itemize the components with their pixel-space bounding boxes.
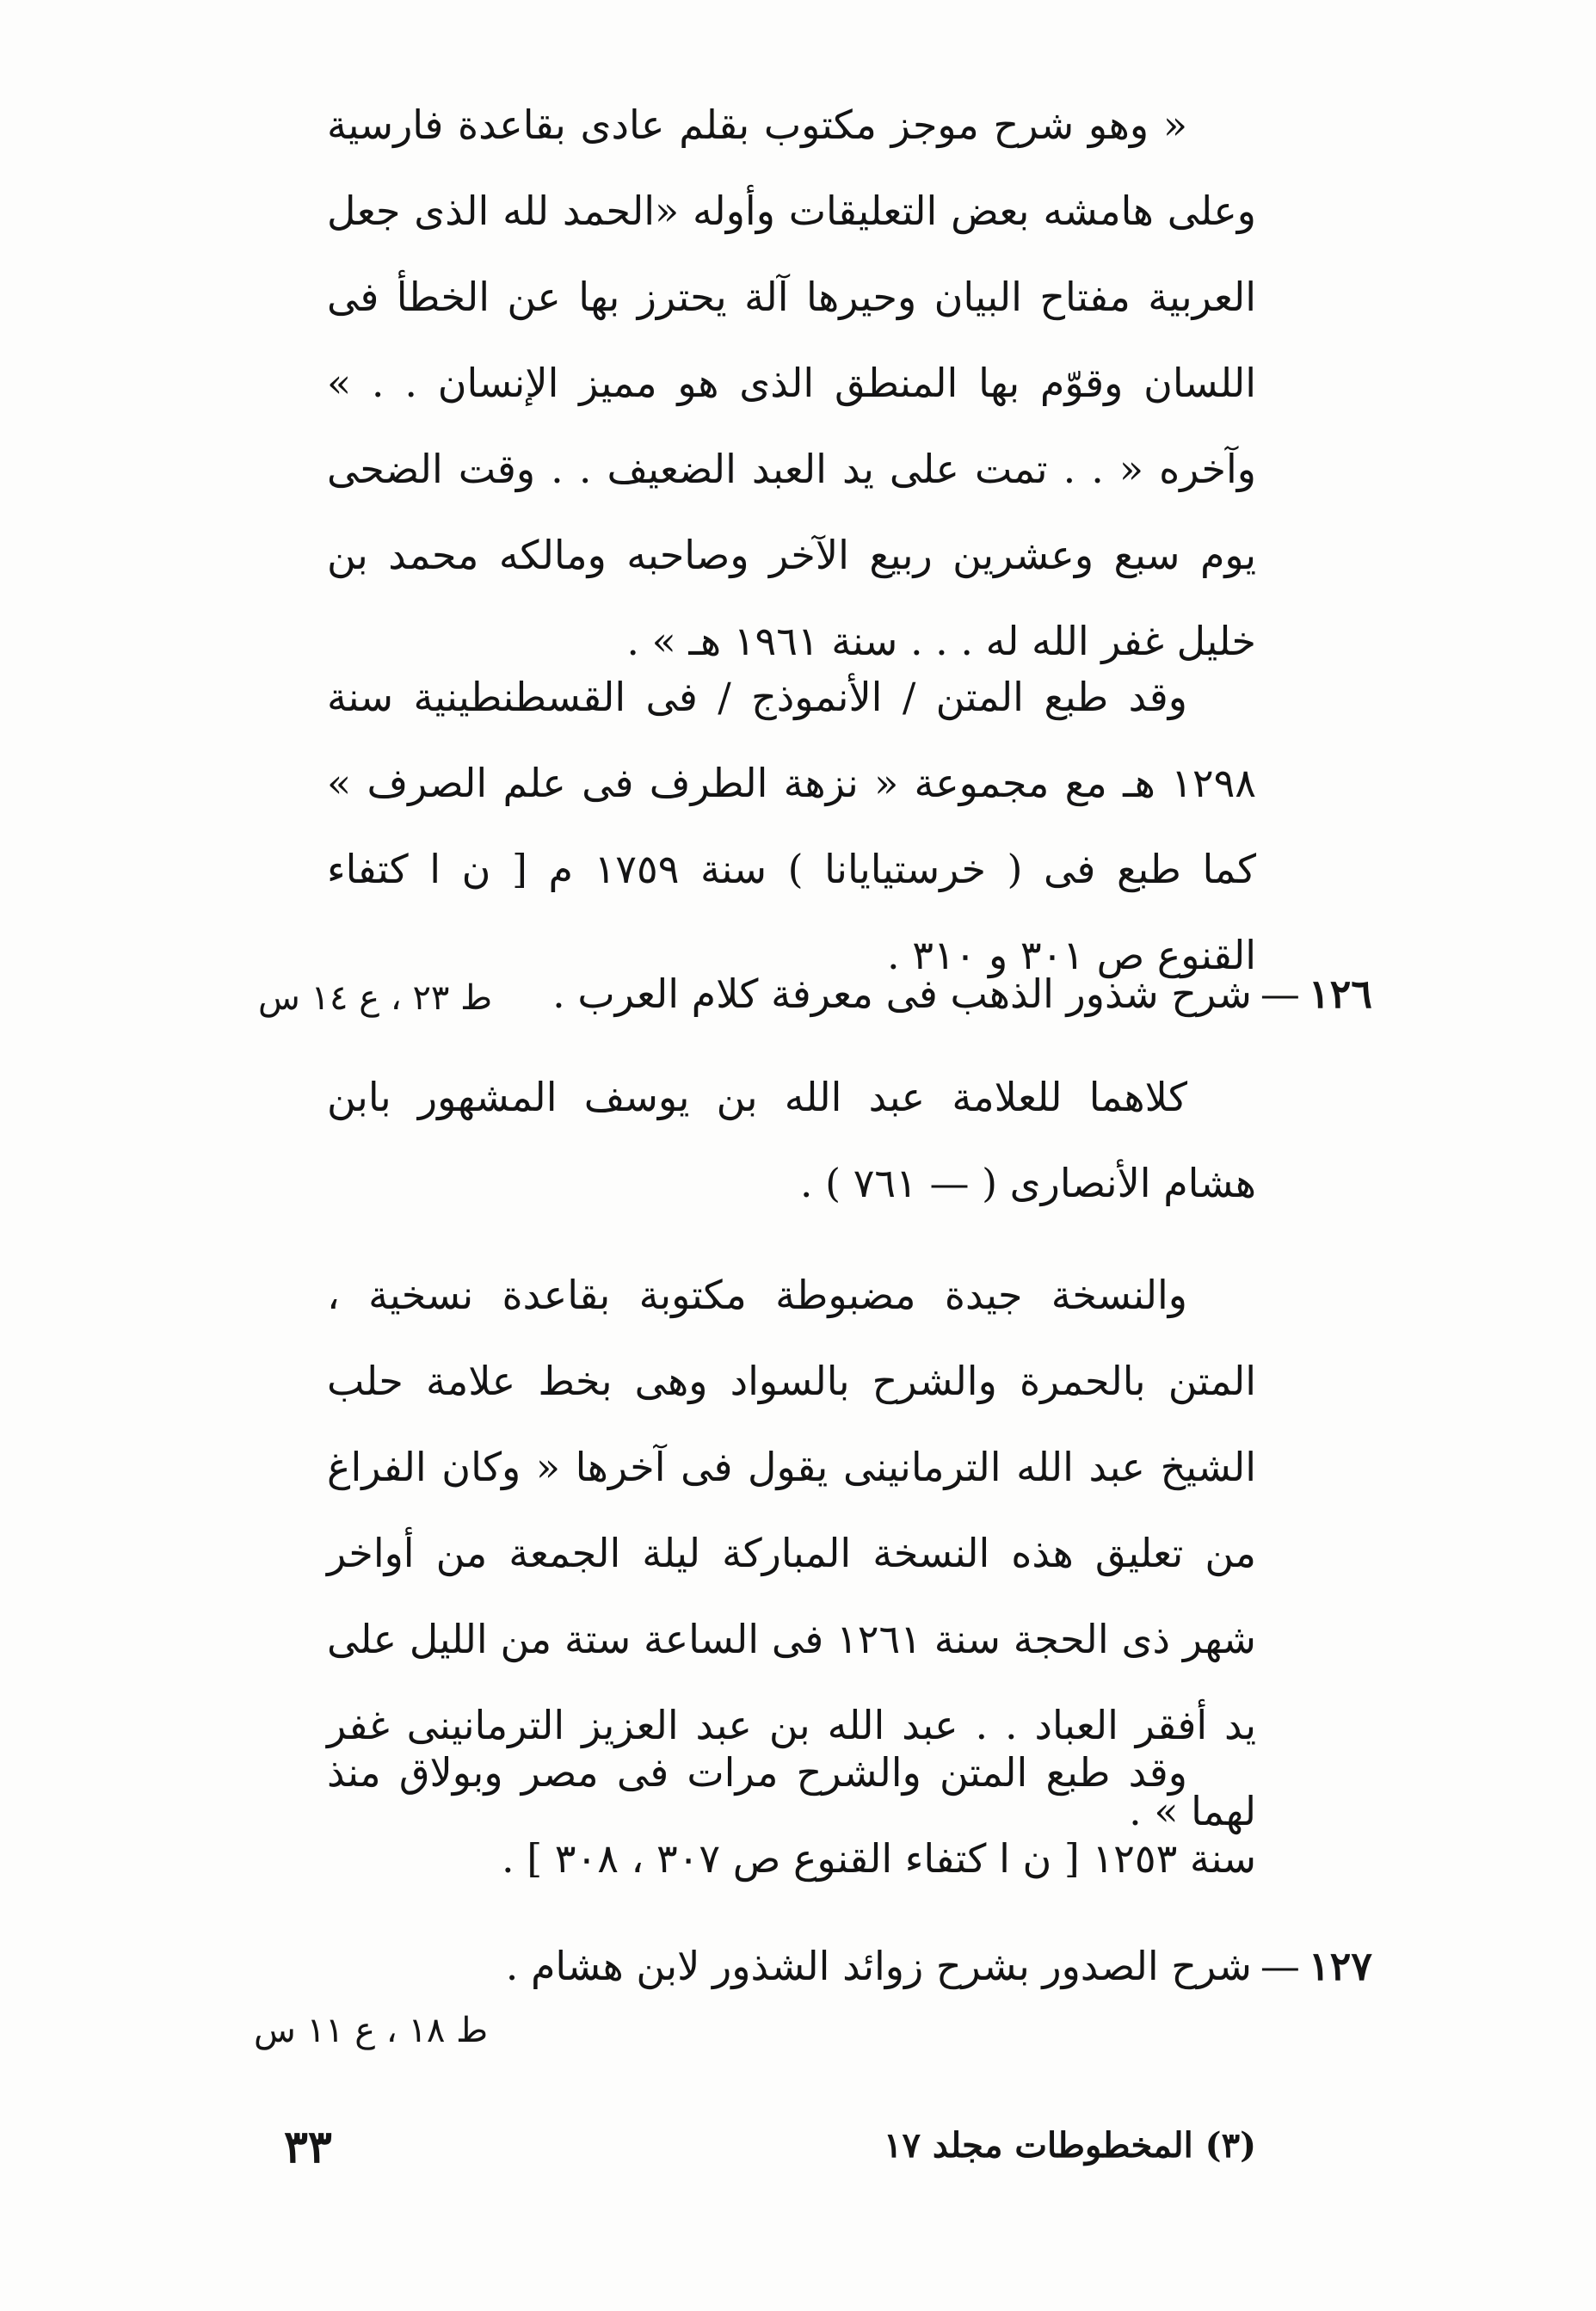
page-number: ٣٣ <box>284 2121 332 2173</box>
entry-number: ١٢٦ <box>1308 971 1372 1017</box>
paragraph-description-1: « وهو شرح موجز مكتوب بقلم عادى بقاعدة فارسية وعلى هامشه بعض التعليقات وأوله «الحمد لله الذى جعل العربية مفتاح البيان وحيرها آلة يحترز بها عن الخطأ فى اللسان وقوّم بها المنطق الذى هو مميز الإنسان . . » وآخره « . . تمت على يد العبد الضعيف . . وقت الضحى يوم سبع وعشرين ربيع الآخر وصاحبه ومالكه محمد بن خليل غفر الله له . . . سنة ١٩٦١ هـ » . <box>327 102 1256 664</box>
entry-number: ١٢٧ <box>1308 1943 1372 1989</box>
entry-title: شرح الصدور بشرح زوائد الشذور لابن هشام . <box>505 1943 1252 1989</box>
entry-127-reference: ط ١٨ ، ع ١١ س <box>254 2011 489 2050</box>
entry-dash: — <box>1260 971 1300 1017</box>
entry-dash: — <box>1260 1943 1300 1989</box>
entry-title: شرح شذور الذهب فى معرفة كلام العرب . <box>552 971 1252 1017</box>
entry-127 <box>151 1940 1372 1992</box>
paragraph-printing-2: وقد طبع المتن والشرح مرات فى مصر وبولاق منذ سنة ١٢٥٣ [ ن ا كتفاء القنوع ص ٣٠٧ ، ٣٠٨ ] . <box>327 1749 1256 1882</box>
paragraph-description-2: والنسخة جيدة مضبوطة مكتوبة بقاعدة نسخية ، المتن بالحمرة والشرح بالسواد وهى بخط علامة حلب الشيخ عبد الله الترمانينى يقول فى آخرها « وكان الفراغ من تعليق هذه النسخة المباركة ليلة الجمعة من أواخر شهر ذى الحجة سنة ١٢٦١ فى الساعة ستة من الليل على يد أفقر العباد . . عبد الله بن عبد العزيز الترمانينى غفر لهما » . <box>327 1272 1256 1834</box>
volume-footer: (٣) المخطوطات مجلد ١٧ <box>884 2125 1256 2166</box>
entry-126-reference: ط ٢٣ ، ع ١٤ س <box>258 978 493 1018</box>
paragraph-authors: كلاهما للعلامة عبد الله بن يوسف المشهور بابن هشام الأنصارى ( — ٧٦١ ) . <box>327 1074 1256 1206</box>
paragraph-printing-1: وقد طبع المتن / الأنموذج / فى القسطنطينية سنة ١٢٩٨ هـ مع مجموعة « نزهة الطرف فى علم الصرف » كما طبع فى ( خرستيايانا ) سنة ١٧٥٩ م [ ن ا كتفاء القنوع ص ٣٠١ و ٣١٠ . <box>327 674 1257 978</box>
